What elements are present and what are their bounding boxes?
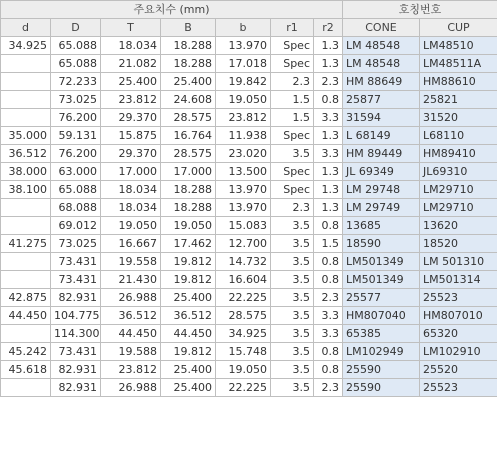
cell-r2: 1.3 xyxy=(314,55,343,73)
cell-B: 19.050 xyxy=(161,217,216,235)
code-group-header: 호칭번호 xyxy=(343,1,497,19)
table-row xyxy=(1,235,497,253)
cell-d xyxy=(1,253,51,271)
cell-r2: 0.8 xyxy=(314,91,343,109)
dims-group-header: 주요치수 (mm) xyxy=(1,1,343,19)
cell-d: 38.000 xyxy=(1,163,51,181)
cell-r1: 3.5 xyxy=(271,235,314,253)
cell-cup: 13620 xyxy=(420,217,497,235)
cell-d: 45.618 xyxy=(1,361,51,379)
cell-D: 82.931 xyxy=(51,379,101,397)
table-row xyxy=(1,289,497,307)
cell-D: 65.088 xyxy=(51,37,101,55)
cell-cup: 65320 xyxy=(420,325,497,343)
cell-d: 36.512 xyxy=(1,145,51,163)
cell-cone: 18590 xyxy=(343,235,420,253)
cell-cone: 25577 xyxy=(343,289,420,307)
cell-cone: LM 48548 xyxy=(343,37,420,55)
header-columns-row xyxy=(1,19,497,37)
cell-B: 28.575 xyxy=(161,109,216,127)
table-row xyxy=(1,55,497,73)
cell-cup: LM48511A xyxy=(420,55,497,73)
cell-T: 25.400 xyxy=(101,73,161,91)
cell-T: 18.034 xyxy=(101,199,161,217)
cell-r2: 0.8 xyxy=(314,361,343,379)
cell-r1: 3.5 xyxy=(271,289,314,307)
cell-B: 28.575 xyxy=(161,145,216,163)
cell-T: 29.370 xyxy=(101,109,161,127)
cell-T: 19.050 xyxy=(101,217,161,235)
cell-D: 82.931 xyxy=(51,289,101,307)
cell-D: 73.025 xyxy=(51,91,101,109)
cell-d: 35.000 xyxy=(1,127,51,145)
header-group-row xyxy=(1,1,497,19)
cell-cone: 31594 xyxy=(343,109,420,127)
cell-T: 44.450 xyxy=(101,325,161,343)
cell-cone: JL 69349 xyxy=(343,163,420,181)
col-header-r2: r2 xyxy=(314,19,343,37)
cell-b: 13.970 xyxy=(216,181,271,199)
table-row xyxy=(1,325,497,343)
cell-r1: 3.5 xyxy=(271,307,314,325)
cell-r2: 1.5 xyxy=(314,235,343,253)
cell-r2: 0.8 xyxy=(314,343,343,361)
cell-r1: 3.5 xyxy=(271,271,314,289)
cell-cone: HM 89449 xyxy=(343,145,420,163)
cell-b: 14.732 xyxy=(216,253,271,271)
cell-d xyxy=(1,73,51,91)
cell-d xyxy=(1,109,51,127)
cell-cup: HM807010 xyxy=(420,307,497,325)
cell-r2: 1.3 xyxy=(314,37,343,55)
cell-cone: LM 29748 xyxy=(343,181,420,199)
cell-b: 12.700 xyxy=(216,235,271,253)
cell-r1: 2.3 xyxy=(271,73,314,91)
table-row xyxy=(1,217,497,235)
cell-b: 13.970 xyxy=(216,37,271,55)
cell-D: 73.431 xyxy=(51,343,101,361)
table-row xyxy=(1,91,497,109)
cell-T: 19.558 xyxy=(101,253,161,271)
cell-cone: LM501349 xyxy=(343,253,420,271)
cell-r2: 1.3 xyxy=(314,181,343,199)
cell-D: 68.088 xyxy=(51,199,101,217)
cell-d: 45.242 xyxy=(1,343,51,361)
cell-B: 18.288 xyxy=(161,181,216,199)
cell-cup: 25523 xyxy=(420,289,497,307)
cell-d: 38.100 xyxy=(1,181,51,199)
cell-r2: 3.3 xyxy=(314,325,343,343)
cell-B: 44.450 xyxy=(161,325,216,343)
cell-d xyxy=(1,325,51,343)
cell-T: 29.370 xyxy=(101,145,161,163)
col-header-d: d xyxy=(1,19,51,37)
cell-b: 23.812 xyxy=(216,109,271,127)
cell-B: 19.812 xyxy=(161,343,216,361)
cell-r2: 3.3 xyxy=(314,307,343,325)
cell-D: 82.931 xyxy=(51,361,101,379)
cell-b: 34.925 xyxy=(216,325,271,343)
cell-cone: 25590 xyxy=(343,379,420,397)
cell-d xyxy=(1,271,51,289)
cell-r1: 3.5 xyxy=(271,343,314,361)
cell-r2: 1.3 xyxy=(314,127,343,145)
cell-r2: 3.3 xyxy=(314,109,343,127)
cell-r2: 1.3 xyxy=(314,163,343,181)
cell-r2: 2.3 xyxy=(314,289,343,307)
table-row xyxy=(1,73,497,91)
cell-D: 65.088 xyxy=(51,181,101,199)
cell-r2: 0.8 xyxy=(314,271,343,289)
cell-cone: 65385 xyxy=(343,325,420,343)
cell-r1: 3.5 xyxy=(271,325,314,343)
cell-T: 23.812 xyxy=(101,361,161,379)
cell-r1: 3.5 xyxy=(271,361,314,379)
cell-cone: LM501349 xyxy=(343,271,420,289)
cell-B: 19.812 xyxy=(161,253,216,271)
cell-d xyxy=(1,199,51,217)
col-header-T: T xyxy=(101,19,161,37)
cell-b: 22.225 xyxy=(216,379,271,397)
table-row xyxy=(1,181,497,199)
cell-r1: Spec xyxy=(271,37,314,55)
cell-T: 21.430 xyxy=(101,271,161,289)
cell-D: 72.233 xyxy=(51,73,101,91)
cell-B: 36.512 xyxy=(161,307,216,325)
cell-B: 18.288 xyxy=(161,37,216,55)
cell-d xyxy=(1,217,51,235)
col-header-D: D xyxy=(51,19,101,37)
cell-cone: 13685 xyxy=(343,217,420,235)
cell-r2: 0.8 xyxy=(314,253,343,271)
cell-B: 19.812 xyxy=(161,271,216,289)
cell-b: 15.083 xyxy=(216,217,271,235)
table-row xyxy=(1,37,497,55)
cell-D: 76.200 xyxy=(51,145,101,163)
cell-b: 22.225 xyxy=(216,289,271,307)
cell-D: 76.200 xyxy=(51,109,101,127)
cell-b: 13.970 xyxy=(216,199,271,217)
table-row xyxy=(1,253,497,271)
cell-D: 65.088 xyxy=(51,55,101,73)
cell-cup: JL69310 xyxy=(420,163,497,181)
cell-cone: LM102949 xyxy=(343,343,420,361)
col-header-cup: CUP xyxy=(420,19,497,37)
cell-cone: LM 29749 xyxy=(343,199,420,217)
cell-d: 42.875 xyxy=(1,289,51,307)
cell-D: 69.012 xyxy=(51,217,101,235)
cell-B: 24.608 xyxy=(161,91,216,109)
cell-cup: LM48510 xyxy=(420,37,497,55)
table-row xyxy=(1,379,497,397)
cell-B: 18.288 xyxy=(161,199,216,217)
cell-B: 18.288 xyxy=(161,55,216,73)
cell-r1: 3.5 xyxy=(271,217,314,235)
cell-r1: Spec xyxy=(271,163,314,181)
cell-cup: 25520 xyxy=(420,361,497,379)
cell-D: 73.025 xyxy=(51,235,101,253)
cell-T: 18.034 xyxy=(101,37,161,55)
cell-b: 28.575 xyxy=(216,307,271,325)
cell-r1: 2.3 xyxy=(271,199,314,217)
cell-cup: 25821 xyxy=(420,91,497,109)
table-row xyxy=(1,127,497,145)
cell-T: 17.000 xyxy=(101,163,161,181)
cell-d xyxy=(1,91,51,109)
cell-D: 104.775 xyxy=(51,307,101,325)
cell-B: 25.400 xyxy=(161,289,216,307)
table-body xyxy=(1,37,497,397)
cell-r2: 1.3 xyxy=(314,199,343,217)
cell-B: 25.400 xyxy=(161,73,216,91)
cell-B: 17.462 xyxy=(161,235,216,253)
col-header-B: B xyxy=(161,19,216,37)
cell-T: 26.988 xyxy=(101,379,161,397)
cell-d: 44.450 xyxy=(1,307,51,325)
cell-D: 73.431 xyxy=(51,271,101,289)
cell-d xyxy=(1,379,51,397)
table-header xyxy=(1,1,497,37)
cell-b: 13.500 xyxy=(216,163,271,181)
cell-d: 41.275 xyxy=(1,235,51,253)
cell-r1: Spec xyxy=(271,181,314,199)
cell-r1: Spec xyxy=(271,127,314,145)
cell-T: 36.512 xyxy=(101,307,161,325)
cell-T: 18.034 xyxy=(101,181,161,199)
cell-b: 23.020 xyxy=(216,145,271,163)
cell-cup: LM102910 xyxy=(420,343,497,361)
cell-D: 59.131 xyxy=(51,127,101,145)
cell-T: 15.875 xyxy=(101,127,161,145)
col-header-cone: CONE xyxy=(343,19,420,37)
cell-T: 26.988 xyxy=(101,289,161,307)
col-header-b: b xyxy=(216,19,271,37)
cell-r1: 3.5 xyxy=(271,253,314,271)
cell-cup: 18520 xyxy=(420,235,497,253)
cell-r1: 3.5 xyxy=(271,145,314,163)
cell-cone: 25877 xyxy=(343,91,420,109)
cell-cup: HM89410 xyxy=(420,145,497,163)
cell-B: 16.764 xyxy=(161,127,216,145)
cell-b: 19.050 xyxy=(216,91,271,109)
cell-b: 19.842 xyxy=(216,73,271,91)
cell-cup: 25523 xyxy=(420,379,497,397)
cell-cup: LM501314 xyxy=(420,271,497,289)
cell-T: 19.588 xyxy=(101,343,161,361)
cell-D: 114.300 xyxy=(51,325,101,343)
cell-cup: LM29710 xyxy=(420,199,497,217)
cell-cup: HM88610 xyxy=(420,73,497,91)
cell-T: 16.667 xyxy=(101,235,161,253)
cell-d: 34.925 xyxy=(1,37,51,55)
cell-r2: 2.3 xyxy=(314,73,343,91)
cell-T: 23.812 xyxy=(101,91,161,109)
cell-r2: 2.3 xyxy=(314,379,343,397)
cell-b: 17.018 xyxy=(216,55,271,73)
cell-r2: 3.3 xyxy=(314,145,343,163)
col-header-r1: r1 xyxy=(271,19,314,37)
cell-B: 25.400 xyxy=(161,361,216,379)
cell-B: 25.400 xyxy=(161,379,216,397)
cell-D: 63.000 xyxy=(51,163,101,181)
cell-b: 15.748 xyxy=(216,343,271,361)
table-row xyxy=(1,343,497,361)
table-row xyxy=(1,307,497,325)
cell-cone: HM807040 xyxy=(343,307,420,325)
table-row xyxy=(1,199,497,217)
cell-r1: 1.5 xyxy=(271,91,314,109)
cell-d xyxy=(1,55,51,73)
cell-T: 21.082 xyxy=(101,55,161,73)
cell-r2: 0.8 xyxy=(314,217,343,235)
cell-b: 16.604 xyxy=(216,271,271,289)
cell-r1: Spec xyxy=(271,55,314,73)
cell-cup: L68110 xyxy=(420,127,497,145)
cell-cup: LM29710 xyxy=(420,181,497,199)
table-row xyxy=(1,361,497,379)
table-row xyxy=(1,163,497,181)
cell-b: 11.938 xyxy=(216,127,271,145)
cell-B: 17.000 xyxy=(161,163,216,181)
cell-cone: HM 88649 xyxy=(343,73,420,91)
cell-cone: 25590 xyxy=(343,361,420,379)
table-row xyxy=(1,271,497,289)
table-row xyxy=(1,109,497,127)
cell-r1: 3.5 xyxy=(271,379,314,397)
cell-r1: 1.5 xyxy=(271,109,314,127)
cell-b: 19.050 xyxy=(216,361,271,379)
cell-D: 73.431 xyxy=(51,253,101,271)
cell-cup: LM 501310 xyxy=(420,253,497,271)
cell-cup: 31520 xyxy=(420,109,497,127)
cell-cone: L 68149 xyxy=(343,127,420,145)
cell-cone: LM 48548 xyxy=(343,55,420,73)
table-row xyxy=(1,145,497,163)
